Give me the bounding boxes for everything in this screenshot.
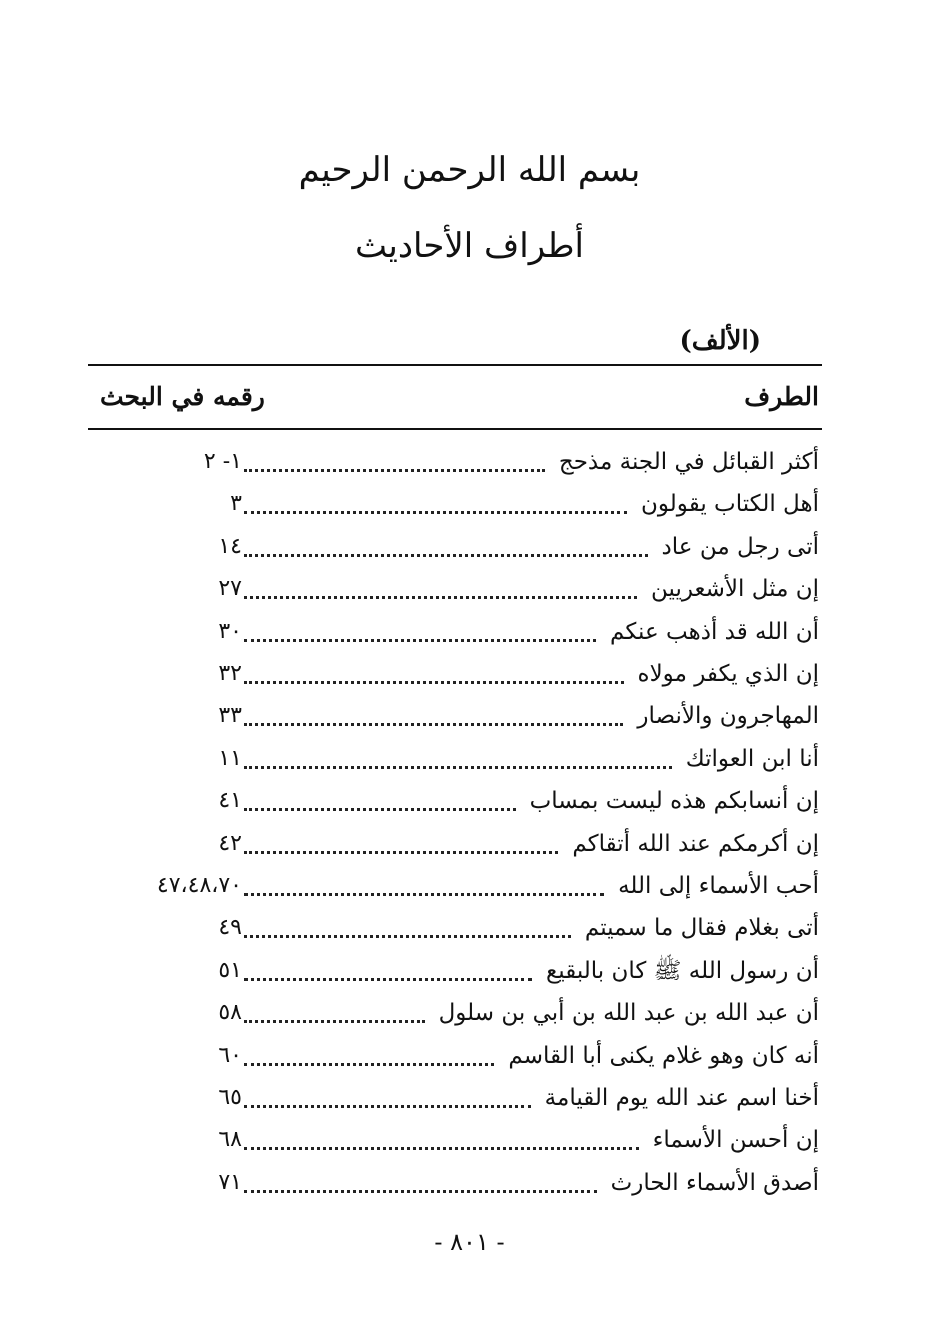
dot-leader [244, 964, 532, 981]
dot-leader [244, 1176, 597, 1193]
list-item [0, 526, 939, 568]
entry-number: ٦٠ [218, 1042, 242, 1068]
entry-number: ٣٢ [218, 661, 242, 686]
page-number: - ٨٠١ - [434, 1228, 505, 1256]
dot-leader [244, 709, 623, 726]
list-item [0, 483, 939, 525]
entry-number: ١١ [218, 745, 242, 771]
dot-leader [244, 497, 627, 514]
entry-number: ١٤ [218, 533, 242, 559]
entry-number: ٧١ [218, 1169, 242, 1195]
entry-number: ٥١ [218, 957, 242, 983]
entry-phrase: أنا ابن العواتك [682, 738, 819, 780]
entry-number: ٣٠ [218, 618, 242, 644]
dot-leader [244, 540, 648, 557]
entry-number: ٥٨ [218, 1000, 242, 1026]
entry-number: ٤٧،٤٨،٧٠ [156, 873, 242, 898]
table-header-rule [88, 428, 822, 430]
entry-phrase: أكثر القبائل في الجنة مذحج [555, 441, 819, 483]
entry-phrase: أن رسول الله ﷺ كان بالبقيع [542, 950, 819, 992]
entry-phrase: أتى بغلام فقال ما سميتم [581, 907, 819, 949]
list-item [0, 907, 939, 949]
entry-number: ٤١ [218, 788, 242, 814]
dot-leader [244, 625, 596, 642]
list-item [0, 780, 939, 822]
list-item [0, 1035, 939, 1077]
entry-phrase: أن عبد الله بن عبد الله بن أبي بن سلول [435, 992, 819, 1034]
entry-phrase: إن أكرمكم عند الله أتقاكم [568, 823, 819, 865]
entry-number: ٦٥ [218, 1085, 242, 1110]
entry-phrase: أتى رجل من عاد [658, 526, 819, 568]
list-item [0, 611, 939, 653]
entry-number: ٣٣ [218, 703, 242, 729]
entry-phrase: أن الله قد أذهب عنكم [606, 611, 819, 653]
dot-leader [244, 1049, 494, 1066]
list-item [0, 823, 939, 865]
table-top-rule [88, 364, 822, 366]
entry-phrase: أنه كان وهو غلام يكنى أبا القاسم [504, 1035, 819, 1077]
list-item [0, 653, 939, 695]
list-item [0, 695, 939, 737]
entry-phrase: أصدق الأسماء الحارث [607, 1162, 819, 1204]
entry-number: ١- ٢ [203, 449, 242, 474]
entry-phrase: أحب الأسماء إلى الله [614, 865, 819, 907]
dot-leader [244, 582, 637, 599]
entry-number: ٦٨ [218, 1127, 242, 1153]
list-item [0, 865, 939, 907]
dot-leader [244, 794, 516, 811]
entry-phrase: إن أنسابكم هذه ليست بمساب [526, 780, 819, 822]
list-item [0, 441, 939, 483]
entry-number: ٢٧ [218, 576, 242, 602]
entry-phrase: أخنا اسم عند الله يوم القيامة [541, 1077, 819, 1119]
page-title: أطراف الأحاديث [355, 226, 584, 266]
entry-phrase: أهل الكتاب يقولون [637, 483, 819, 525]
list-item [0, 1162, 939, 1204]
list-item [0, 738, 939, 780]
entry-number: ٣ [230, 491, 242, 517]
dot-leader [244, 455, 545, 472]
list-item [0, 1119, 939, 1161]
dot-leader [244, 1006, 425, 1023]
section-label: (الألف) [679, 326, 761, 356]
dot-leader [244, 879, 604, 896]
entry-number: ٤٩ [218, 915, 242, 941]
dot-leader [244, 667, 624, 684]
column-header-number: رقمه في البحث [100, 382, 265, 411]
dot-leader [244, 752, 672, 769]
basmala: بسم الله الرحمن الرحيم [298, 150, 641, 190]
dot-leader [244, 921, 571, 938]
list-item [0, 992, 939, 1034]
dot-leader [244, 1091, 531, 1108]
entry-phrase: إن أحسن الأسماء [649, 1119, 819, 1161]
list-item [0, 1077, 939, 1119]
entry-phrase: إن مثل الأشعريين [647, 568, 819, 610]
entry-phrase: إن الذي يكفر مولاه [634, 653, 819, 695]
dot-leader [244, 1133, 639, 1150]
dot-leader [244, 837, 558, 854]
list-item [0, 568, 939, 610]
column-header-phrase: الطرف [744, 382, 819, 411]
entry-phrase: المهاجرون والأنصار [633, 695, 819, 737]
entry-number: ٤٢ [218, 830, 242, 856]
list-item [0, 950, 939, 992]
